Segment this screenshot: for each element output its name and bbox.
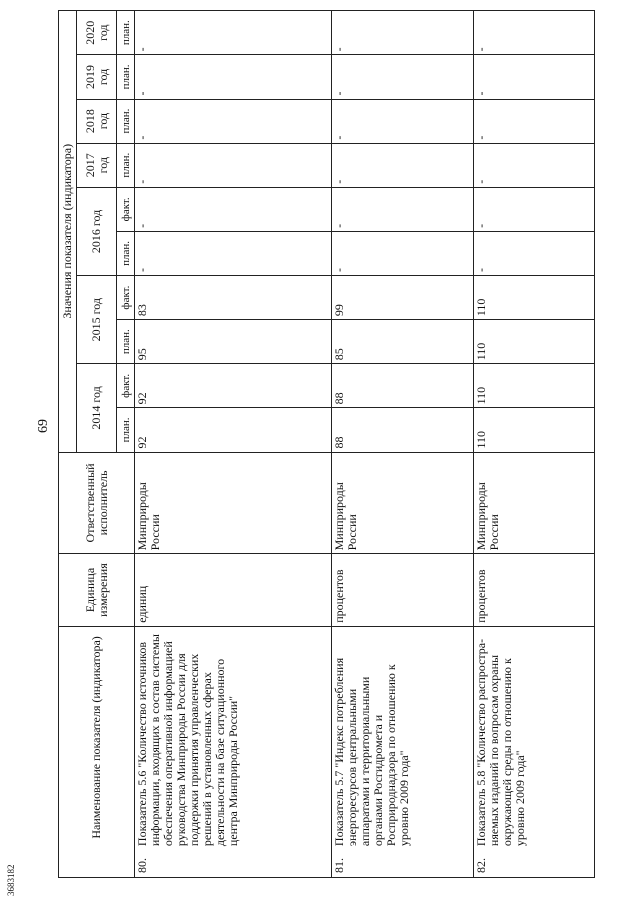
value-cell: 110	[474, 408, 595, 452]
header-plan: план.	[117, 143, 135, 187]
row-number: 80.	[135, 848, 332, 877]
header-year-2020: 2020 год	[77, 11, 117, 55]
header-executor: Ответственный исполнитель	[59, 452, 135, 554]
value-cell: 99	[332, 276, 474, 320]
value-cell: 92	[135, 364, 332, 408]
header-year-2014: 2014 год	[77, 364, 117, 452]
value-cell: -	[135, 231, 332, 275]
value-cell: -	[474, 11, 595, 55]
value-cell: -	[135, 143, 332, 187]
header-plan: план.	[117, 11, 135, 55]
document-id: 3683182	[6, 864, 16, 896]
executor-cell: Минприроды России	[474, 452, 595, 554]
unit-cell: процентов	[332, 554, 474, 626]
unit-cell: процентов	[474, 554, 595, 626]
row-number: 82.	[474, 848, 595, 877]
table-row	[332, 11, 474, 878]
header-values: Значения показателя (индикатора)	[59, 11, 77, 453]
value-cell: 110	[474, 364, 595, 408]
header-year-2019: 2019 год	[77, 55, 117, 99]
value-cell: 95	[135, 320, 332, 364]
header-year-2018: 2018 год	[77, 99, 117, 143]
rotated-table-container	[58, 10, 626, 878]
value-cell: -	[135, 11, 332, 55]
header-fact: факт.	[117, 187, 135, 231]
value-cell: -	[474, 55, 595, 99]
value-cell: -	[332, 99, 474, 143]
header-plan: план.	[117, 408, 135, 452]
value-cell: -	[474, 143, 595, 187]
header-fact: факт.	[117, 276, 135, 320]
header-name: Наименование показателя (индикатора)	[59, 626, 135, 848]
value-cell: -	[474, 187, 595, 231]
value-cell: -	[332, 231, 474, 275]
header-plan: план.	[117, 55, 135, 99]
value-cell: -	[474, 231, 595, 275]
header-year-2016: 2016 год	[77, 187, 117, 275]
value-cell: 88	[332, 364, 474, 408]
header-fact: факт.	[117, 364, 135, 408]
row-number: 81.	[332, 848, 474, 877]
value-cell: 110	[474, 276, 595, 320]
value-cell: -	[332, 187, 474, 231]
header-plan: план.	[117, 231, 135, 275]
value-cell: -	[332, 143, 474, 187]
value-cell: 88	[332, 408, 474, 452]
table-row	[474, 11, 595, 878]
value-cell: -	[135, 55, 332, 99]
header-plan: план.	[117, 320, 135, 364]
value-cell: -	[332, 11, 474, 55]
header-plan: план.	[117, 99, 135, 143]
page-number: 69	[36, 419, 51, 433]
executor-cell: Минприроды России	[135, 452, 332, 554]
value-cell: -	[135, 187, 332, 231]
value-cell: -	[135, 99, 332, 143]
indicator-name: Показатель 5.6 "Количество источников информации, входящих в состав системы обеспечения оперативной информацией руководства Минприроды России для поддержки принятия управленческих решений в установленных сферах деятельности на базе ситуационного центра Минприроды России"	[135, 626, 332, 848]
value-cell: 92	[135, 408, 332, 452]
indicator-name: Показатель 5.7 "Индекс потребления энергоресурсов центральными аппаратами и территориальными органами Росгидромета и Росприроднадзора по отношению к уровню 2009 года"	[332, 626, 474, 848]
header-year-2017: 2017 год	[77, 143, 117, 187]
value-cell: 110	[474, 320, 595, 364]
header-year-2015: 2015 год	[77, 276, 117, 364]
header-num	[59, 848, 135, 877]
table-row	[135, 11, 332, 878]
unit-cell: единиц	[135, 554, 332, 626]
indicator-table	[58, 10, 595, 878]
header-unit: Единица измерения	[59, 554, 135, 626]
indicator-name: Показатель 5.8 "Количество распростра-няемых изданий по вопросам охраны окружающей среды по отношению к уровню 2009 года"	[474, 626, 595, 848]
executor-cell: Минприроды России	[332, 452, 474, 554]
value-cell: 85	[332, 320, 474, 364]
value-cell: -	[474, 99, 595, 143]
value-cell: -	[332, 55, 474, 99]
value-cell: 83	[135, 276, 332, 320]
